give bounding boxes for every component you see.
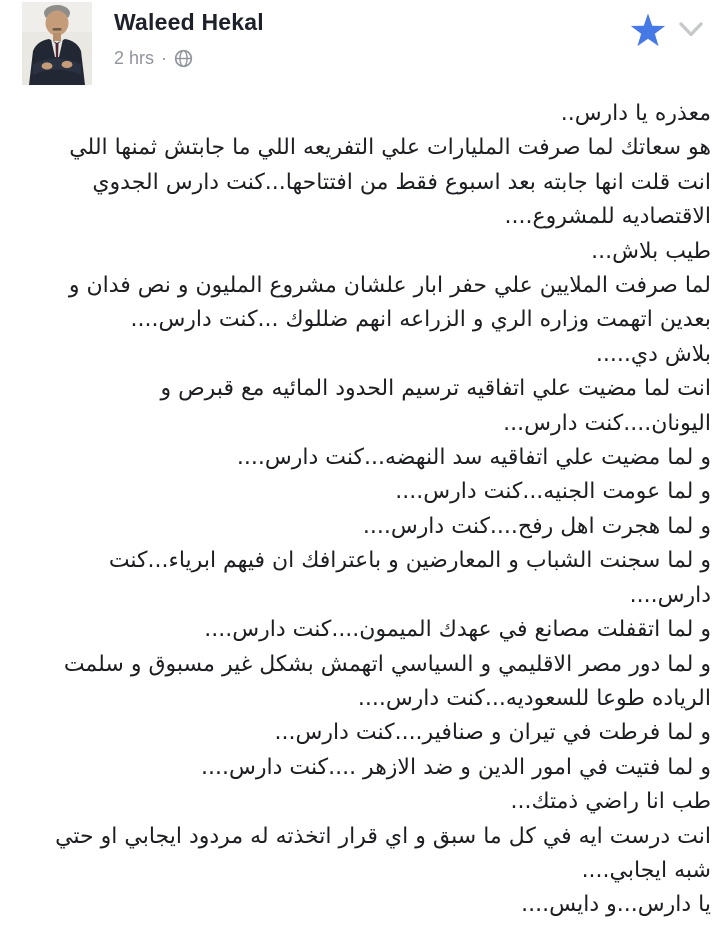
post-text-line: و لما سجنت الشباب و المعارضين و باعترافك ان فيهم ابرياء...كنت: [108, 548, 711, 574]
post-text-line: الاقتصاديه للمشروع....: [504, 204, 711, 230]
author-name[interactable]: Waleed Hekal: [114, 9, 264, 35]
chevron-down-icon[interactable]: [678, 21, 704, 39]
meta-row: [114, 48, 264, 69]
avatar[interactable]: [22, 2, 92, 85]
post-text-line: انت درست ايه في كل ما سبق و اي قرار اتخذته له مردود ايجابي او حتي: [55, 823, 711, 849]
post-text-line: اليونان....كنت دارس...: [503, 410, 711, 436]
post-text-line: معذره يا دارس..: [560, 101, 711, 126]
post-text-line: شبه ايجابي....: [581, 857, 711, 883]
post-text-line: لما صرفت الملايين علي حفر ابار علشان مشروع المليون و نص فدان و: [68, 273, 711, 299]
post-text-line: و لما فتيت في امور الدين و ضد الازهر ....كنت دارس....: [201, 754, 711, 780]
star-icon[interactable]: [630, 12, 666, 48]
post-text-line: بلاش دي.....: [595, 341, 711, 367]
globe-icon: [174, 49, 193, 68]
header-actions: [630, 12, 704, 48]
post-text-line: طب انا راضي ذمتك...: [510, 789, 711, 815]
post-text-line: و لما اتقفلت مصانع في عهدك الميمون....كنت دارس....: [204, 617, 711, 643]
post-text-line: و لما مضيت علي اتفاقيه سد النهضه...كنت دارس....: [236, 445, 711, 471]
post-text-line: و لما هجرت اهل رفح....كنت دارس....: [362, 513, 711, 539]
avatar-portrait-image: [22, 2, 92, 85]
post-header: [0, 0, 720, 90]
timestamp[interactable]: 2 hrs: [114, 48, 155, 68]
post-text-line: و لما فرطت في تيران و صنافير....كنت دارس...: [274, 720, 711, 746]
post-text-line: بعدين اتهمت وزاره الري و الزراعه انهم ضللوك ...كنت دارس....: [130, 307, 711, 333]
post-text-line: الرياده طوعا للسعوديه...كنت دارس....: [357, 685, 711, 711]
post-text-line: و لما دور مصر الاقليمي و السياسي اتهمش بشكل غير مسبوق و سلمت: [63, 651, 711, 677]
meta-separator: ·: [161, 48, 168, 68]
post-text-line: يا دارس...و دايس....: [521, 892, 711, 918]
post-text-line: دارس....: [629, 582, 711, 608]
post-text-line: هو سعاتك لما صرفت المليارات علي التفريعه اللي ما جابتش ثمنها اللي: [69, 135, 711, 161]
post-text-line: انت قلت انها جابته بعد اسبوع فقط من افتتاحها...كنت دارس الجدوي: [92, 169, 711, 195]
post-text-line: انت لما مضيت علي اتفاقيه ترسيم الحدود المائيه مع قبرص و: [160, 376, 711, 402]
post-text-line: و لما عومت الجنيه...كنت دارس....: [395, 479, 711, 505]
post-text-line: طيب بلاش...: [591, 238, 711, 264]
header-text: [114, 9, 264, 69]
post-text: [0, 90, 720, 923]
